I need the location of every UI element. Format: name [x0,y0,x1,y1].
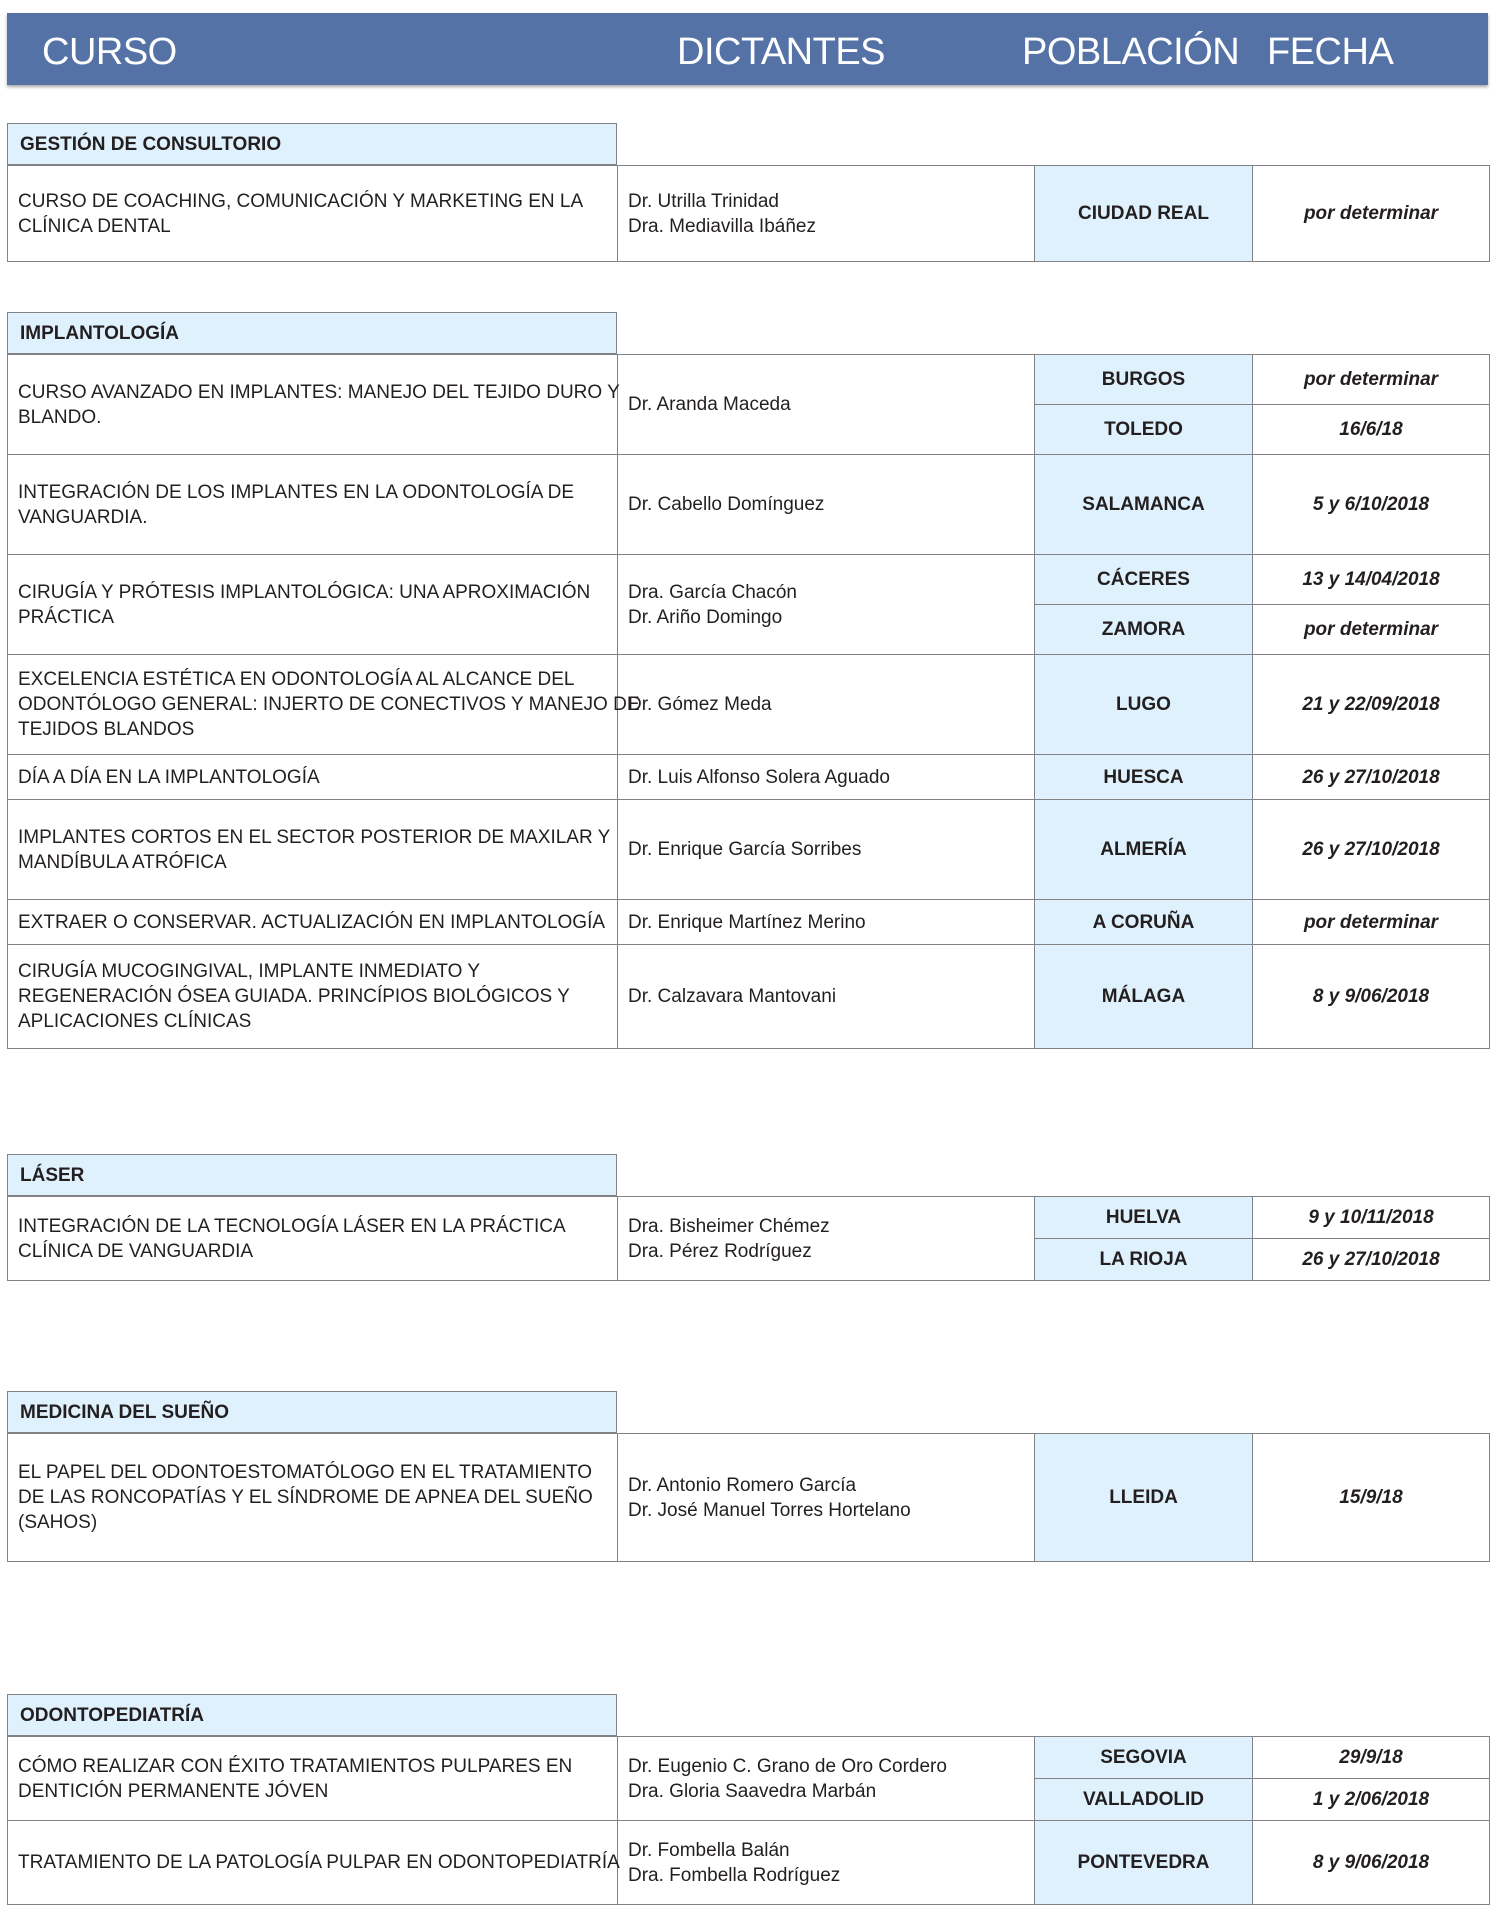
course-table [7,1196,1490,1281]
course-name [8,800,618,900]
table-row [8,945,1490,1049]
course-line: TEJIDOS BLANDOS [18,719,195,740]
course-city: HUELVA [1035,1197,1253,1239]
course-line: CLÍNICA DENTAL [18,215,171,237]
course-name [8,1434,618,1562]
course-teachers [618,755,1035,800]
course-teachers [618,166,1035,262]
course-line: CURSO AVANZADO EN IMPLANTES: MANEJO DEL TEJIDO DURO Y [18,381,620,403]
teacher-name: Dr. Luis Alfonso Solera Aguado [628,766,890,788]
header-dictantes: DICTANTES [677,31,886,73]
course-city: LUGO [1035,655,1253,755]
course-city: PONTEVEDRA [1035,1821,1253,1905]
course-line: CURSO DE COACHING, COMUNICACIÓN Y MARKETING EN LA [18,190,584,212]
course-line: VANGUARDIA. [18,506,148,528]
course-date: por determinar [1253,605,1490,655]
course-teachers [618,555,1035,655]
course-line: DE LAS RONCOPATÍAS Y EL SÍNDROME DE APNEA DEL SUEÑO [18,1487,593,1508]
course-name [8,755,618,800]
course-date: 21 y 22/09/2018 [1253,655,1490,755]
course-city: CIUDAD REAL [1035,166,1253,262]
course-name [8,945,618,1049]
course-teachers [618,1434,1035,1562]
course-city: SALAMANCA [1035,455,1253,555]
table-row [8,900,1490,945]
teacher-name: Dr. Aranda Maceda [628,394,791,415]
course-table [7,1736,1490,1905]
course-name [8,1821,618,1905]
teacher-name: Dr. Eugenio C. Grano de Oro Cordero [628,1755,947,1777]
course-date: 8 y 9/06/2018 [1253,1821,1490,1905]
course-city: ZAMORA [1035,605,1253,655]
table-row [8,166,1490,262]
table-row [8,1434,1490,1562]
table-header [7,13,1488,85]
course-line: IMPLANTES CORTOS EN EL SECTOR POSTERIOR DE MAXILAR Y [18,826,611,848]
course-city: MÁLAGA [1035,945,1253,1049]
teacher-name: Dr. Calzavara Mantovani [628,986,837,1007]
course-teachers [618,800,1035,900]
course-date: 26 y 27/10/2018 [1253,800,1490,900]
course-line: EL PAPEL DEL ODONTOESTOMATÓLOGO EN EL TRATAMIENTO [18,1462,592,1483]
teacher-name: Dra. Bisheimer Chémez [628,1215,830,1237]
course-teachers [618,900,1035,945]
course-line: ODONTÓLOGO GENERAL: INJERTO DE CONECTIVOS Y MANEJO DE [18,694,640,715]
section-title: LÁSER [7,1154,617,1196]
table-row [8,355,1490,405]
table-row [8,1197,1490,1239]
teacher-name: Dr. Ariño Domingo [628,606,783,628]
course-teachers [618,1821,1035,1905]
section-title: GESTIÓN DE CONSULTORIO [7,123,617,165]
table-row [8,1737,1490,1779]
course-city: BURGOS [1035,355,1253,405]
course-teachers [618,945,1035,1049]
course-line: DENTICIÓN PERMANENTE JÓVEN [18,1780,329,1802]
teacher-name: Dr. Fombella Balán [628,1839,790,1861]
course-table [7,354,1490,1049]
course-line: EXCELENCIA ESTÉTICA EN ODONTOLOGÍA AL ALCANCE DEL [18,669,575,690]
course-date: por determinar [1253,900,1490,945]
course-date: por determinar [1253,355,1490,405]
teacher-name: Dra. Gloria Saavedra Marbán [628,1780,877,1802]
course-date: 29/9/18 [1253,1737,1490,1779]
teacher-name: Dr. Enrique Martínez Merino [628,911,866,933]
course-name [8,655,640,755]
table-row [8,755,1490,800]
course-city: VALLADOLID [1035,1779,1253,1821]
teacher-name: Dr. Utrilla Trinidad [628,190,779,212]
teacher-name: Dr. Gómez Meda [628,694,772,715]
course-teachers [618,655,1035,755]
teacher-name: Dr. Cabello Domínguez [628,494,825,515]
teacher-name: Dra. Mediavilla Ibáñez [628,215,816,237]
course-line: (SAHOS) [18,1512,98,1533]
course-line: INTEGRACIÓN DE LOS IMPLANTES EN LA ODONTOLOGÍA DE [18,481,575,503]
course-date: 16/6/18 [1253,405,1490,455]
course-line: CÓMO REALIZAR CON ÉXITO TRATAMIENTOS PULPARES EN [18,1755,573,1777]
course-line: MANDÍBULA ATRÓFICA [18,851,227,873]
course-city: SEGOVIA [1035,1737,1253,1779]
course-line: PRÁCTICA [18,606,115,628]
course-name [8,555,618,655]
table-row [8,455,1490,555]
course-teachers [618,455,1035,555]
course-name [8,455,618,555]
table-row [8,800,1490,900]
course-table [7,165,1490,262]
course-name [8,355,618,455]
header-fecha: FECHA [1267,31,1394,73]
course-date: 15/9/18 [1253,1434,1490,1562]
course-name [8,900,618,945]
teacher-name: Dra. Fombella Rodríguez [628,1864,841,1886]
table-row [8,555,1490,605]
course-line: CIRUGÍA MUCOGINGIVAL, IMPLANTE INMEDIATO Y [18,961,481,982]
course-line: BLANDO. [18,406,102,428]
course-teachers [618,1737,1035,1821]
course-date: por determinar [1253,166,1490,262]
course-date: 9 y 10/11/2018 [1253,1197,1490,1239]
section-title: ODONTOPEDIATRÍA [7,1694,617,1736]
course-city: ALMERÍA [1035,800,1253,900]
course-date: 13 y 14/04/2018 [1253,555,1490,605]
course-city: HUESCA [1035,755,1253,800]
course-line: TRATAMIENTO DE LA PATOLOGÍA PULPAR EN ODONTOPEDIATRÍA [18,1852,620,1873]
course-line: EXTRAER O CONSERVAR. ACTUALIZACIÓN EN IMPLANTOLOGÍA [18,911,606,933]
table-row [8,1821,1490,1905]
course-date: 26 y 27/10/2018 [1253,1239,1490,1281]
course-line: DÍA A DÍA EN LA IMPLANTOLOGÍA [18,766,320,788]
course-city: TOLEDO [1035,405,1253,455]
section-title: IMPLANTOLOGÍA [7,312,617,354]
course-name [8,1737,618,1821]
course-line: REGENERACIÓN ÓSEA GUIADA. PRINCÍPIOS BIOLÓGICOS Y [18,986,570,1007]
course-name [8,166,618,262]
course-date: 8 y 9/06/2018 [1253,945,1490,1049]
teacher-name: Dr. Enrique García Sorribes [628,839,862,860]
course-date: 26 y 27/10/2018 [1253,755,1490,800]
header-poblacion: POBLACIÓN [1022,31,1240,73]
course-city: CÁCERES [1035,555,1253,605]
course-line: APLICACIONES CLÍNICAS [18,1011,252,1032]
course-line: CIRUGÍA Y PRÓTESIS IMPLANTOLÓGICA: UNA APROXIMACIÓN [18,581,591,603]
course-teachers [618,1197,1035,1281]
course-date: 1 y 2/06/2018 [1253,1779,1490,1821]
course-table [7,1433,1490,1562]
course-city: LLEIDA [1035,1434,1253,1562]
course-line: INTEGRACIÓN DE LA TECNOLOGÍA LÁSER EN LA PRÁCTICA [18,1215,566,1237]
course-city: LA RIOJA [1035,1239,1253,1281]
teacher-name: Dra. Pérez Rodríguez [628,1240,812,1262]
course-line: CLÍNICA DE VANGUARDIA [18,1240,254,1262]
table-row [8,655,1490,755]
header-curso: CURSO [42,31,177,73]
teacher-name: Dr. Antonio Romero García [628,1474,857,1496]
course-teachers [618,355,1035,455]
course-city: A CORUÑA [1035,900,1253,945]
teacher-name: Dr. José Manuel Torres Hortelano [628,1499,911,1521]
teacher-name: Dra. García Chacón [628,581,797,603]
course-date: 5 y 6/10/2018 [1253,455,1490,555]
course-name [8,1197,618,1281]
section-title: MEDICINA DEL SUEÑO [7,1391,617,1433]
